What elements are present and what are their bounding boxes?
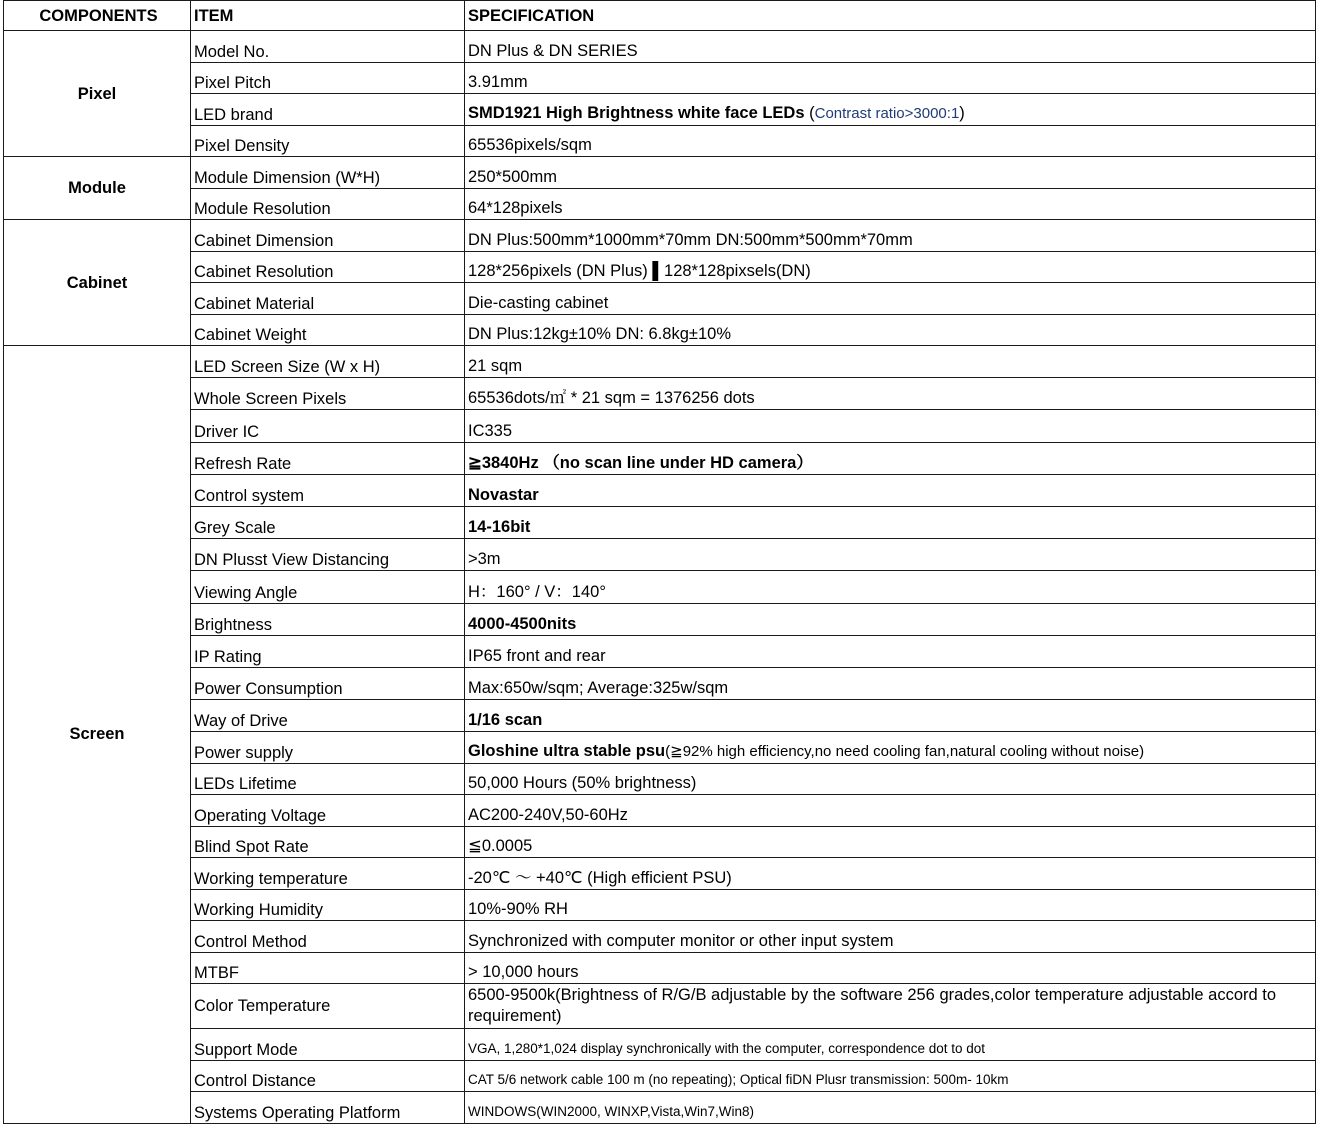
spec-cell: IP65 front and rear (465, 635, 1316, 667)
item-cell: Driver IC (191, 410, 465, 442)
table-row (4, 700, 1316, 732)
table-row (4, 31, 1316, 63)
spec-cell (465, 94, 1316, 126)
group-label-module: Module (4, 157, 191, 220)
table-row (4, 1092, 1316, 1124)
spec-cell: IC335 (465, 410, 1316, 442)
item-cell: Control system (191, 474, 465, 506)
item-cell: Model No. (191, 31, 465, 63)
spec-cell (465, 732, 1316, 764)
table-row (4, 506, 1316, 538)
spec-cell: CAT 5/6 network cable 100 m (no repeating); Optical fiDN Plusr transmission: 500m- 10km (465, 1060, 1316, 1092)
table-row (4, 442, 1316, 474)
item-cell: Pixel Density (191, 125, 465, 157)
spec-cell: VGA, 1,280*1,024 display synchronically with the computer, correspondence dot to dot (465, 1029, 1316, 1061)
item-cell: Way of Drive (191, 700, 465, 732)
item-cell: Cabinet Weight (191, 314, 465, 346)
item-cell: Brightness (191, 603, 465, 635)
table-row (4, 410, 1316, 442)
contrast-ratio-note: Contrast ratio>3000:1 (814, 104, 960, 122)
item-cell: Power supply (191, 732, 465, 764)
header-item: ITEM (191, 1, 465, 31)
table-row (4, 826, 1316, 858)
table-row (4, 667, 1316, 699)
table-row (4, 346, 1316, 378)
item-cell: Working Humidity (191, 889, 465, 921)
item-cell: Support Mode (191, 1029, 465, 1061)
spec-cell: > 10,000 hours (465, 952, 1316, 984)
table-row (4, 283, 1316, 315)
spec-cell: 128*256pixels (DN Plus) ▌128*128pixsels(DN) (465, 251, 1316, 283)
table-row (4, 921, 1316, 953)
table-row (4, 763, 1316, 795)
table-row (4, 94, 1316, 126)
table-row (4, 220, 1316, 252)
table-row (4, 125, 1316, 157)
item-cell: Control Method (191, 921, 465, 953)
psu-detail-text: (≧92% high efficiency,no need cooling fan,natural cooling without noise) (665, 742, 1145, 760)
spec-bold-text: SMD1921 High Brightness white face LEDs (468, 103, 805, 122)
spec-cell: 6500-9500k(Brightness of R/G/B adjustable by the software 256 grades,color temperature adjustable accord to requirement) (465, 984, 1316, 1029)
item-cell: DN Plusst View Distancing (191, 539, 465, 571)
spec-cell: Max:650w/sqm; Average:325w/sqm (465, 667, 1316, 699)
psu-brand-text: Gloshine ultra stable psu (468, 741, 666, 760)
spec-cell: H：160° / V：140° (465, 571, 1316, 603)
table-row (4, 984, 1316, 1029)
spec-cell: -20℃ ～ +40℃ (High efficient PSU) (465, 858, 1316, 890)
group-label-cabinet: Cabinet (4, 220, 191, 346)
group-label-screen: Screen (4, 346, 191, 1124)
item-cell: Whole Screen Pixels (191, 378, 465, 410)
table-row (4, 1029, 1316, 1061)
group-label-pixel: Pixel (4, 31, 191, 157)
spec-cell: 250*500mm (465, 157, 1316, 189)
table-row (4, 62, 1316, 94)
spec-cell: WINDOWS(WIN2000, WINXP,Vista,Win7,Win8) (465, 1092, 1316, 1124)
item-cell: Power Consumption (191, 667, 465, 699)
table-row (4, 858, 1316, 890)
table-row (4, 603, 1316, 635)
item-cell: Cabinet Material (191, 283, 465, 315)
table-row (4, 251, 1316, 283)
item-cell: Grey Scale (191, 506, 465, 538)
spec-cell: DN Plus & DN SERIES (465, 31, 1316, 63)
item-cell: Pixel Pitch (191, 62, 465, 94)
header-components: COMPONENTS (4, 1, 191, 31)
spec-cell: 21 sqm (465, 346, 1316, 378)
table-row (4, 474, 1316, 506)
spec-cell: Synchronized with computer monitor or other input system (465, 921, 1316, 953)
specification-table (3, 0, 1316, 1124)
item-cell: Cabinet Dimension (191, 220, 465, 252)
table-row (4, 157, 1316, 189)
item-cell: Module Dimension (W*H) (191, 157, 465, 189)
table-row (4, 732, 1316, 764)
spec-cell: DN Plus:500mm*1000mm*70mm DN:500mm*500mm*70mm (465, 220, 1316, 252)
table-row (4, 635, 1316, 667)
note-close-paren: ) (959, 103, 965, 122)
item-cell: Refresh Rate (191, 442, 465, 474)
spec-cell: 50,000 Hours (50% brightness) (465, 763, 1316, 795)
table-row (4, 539, 1316, 571)
table-row (4, 952, 1316, 984)
item-cell: Module Resolution (191, 188, 465, 220)
spec-cell: 14-16bit (465, 506, 1316, 538)
note-open-paren: ( (804, 103, 815, 122)
table-header-row (4, 1, 1316, 31)
table-row (4, 378, 1316, 410)
spec-cell: Novastar (465, 474, 1316, 506)
spec-cell: Die-casting cabinet (465, 283, 1316, 315)
item-cell: Color Temperature (191, 984, 465, 1029)
table-row (4, 314, 1316, 346)
spec-cell: 10%-90% RH (465, 889, 1316, 921)
item-cell: LEDs Lifetime (191, 763, 465, 795)
item-cell: Systems Operating Platform (191, 1092, 465, 1124)
header-specification: SPECIFICATION (465, 1, 1316, 31)
spec-cell: ≦0.0005 (465, 826, 1316, 858)
item-cell: Working temperature (191, 858, 465, 890)
spec-cell: 1/16 scan (465, 700, 1316, 732)
item-cell: Blind Spot Rate (191, 826, 465, 858)
table-row (4, 1060, 1316, 1092)
item-cell: Control Distance (191, 1060, 465, 1092)
spec-cell: 65536pixels/sqm (465, 125, 1316, 157)
spec-cell: 64*128pixels (465, 188, 1316, 220)
table-row (4, 571, 1316, 603)
table-row (4, 188, 1316, 220)
spec-cell: AC200-240V,50-60Hz (465, 795, 1316, 827)
item-cell: Cabinet Resolution (191, 251, 465, 283)
item-cell: LED brand (191, 94, 465, 126)
item-cell: MTBF (191, 952, 465, 984)
spec-cell: 3.91mm (465, 62, 1316, 94)
spec-cell: DN Plus:12kg±10% DN: 6.8kg±10% (465, 314, 1316, 346)
spec-cell: 4000-4500nits (465, 603, 1316, 635)
spec-cell: >3m (465, 539, 1316, 571)
table-row (4, 889, 1316, 921)
item-cell: LED Screen Size (W x H) (191, 346, 465, 378)
item-cell: IP Rating (191, 635, 465, 667)
spec-cell: ≧3840Hz （no scan line under HD camera） (465, 442, 1316, 474)
table-row (4, 795, 1316, 827)
item-cell: Viewing Angle (191, 571, 465, 603)
spec-cell: 65536dots/㎡ * 21 sqm = 1376256 dots (465, 378, 1316, 410)
item-cell: Operating Voltage (191, 795, 465, 827)
